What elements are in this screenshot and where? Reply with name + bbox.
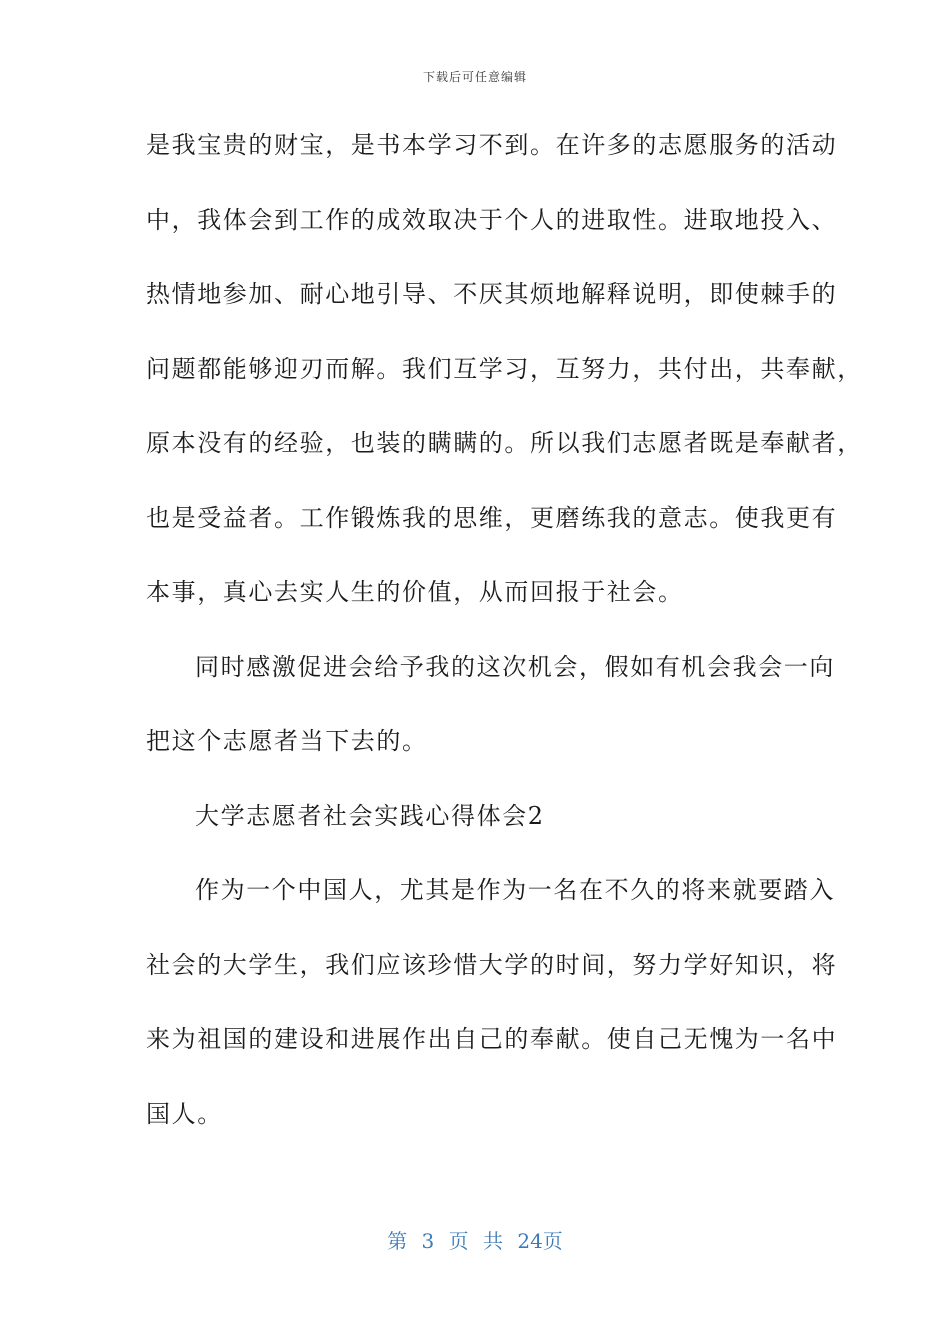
paragraph-line: 原本没有的经验，也装的瞒瞒的。所以我们志愿者既是奉献者， bbox=[146, 429, 863, 457]
paragraph-line: 来为祖国的建设和进展作出自己的奉献。使自己无愧为一名中 bbox=[146, 1025, 838, 1053]
paragraph-line: 热情地参加、耐心地引导、不厌其烦地解释说明，即使棘手的 bbox=[146, 280, 838, 308]
paragraph-line: 社会的大学生，我们应该珍惜大学的时间，努力学好知识，将 bbox=[146, 950, 838, 979]
paragraph-line: 把这个志愿者当下去的。 bbox=[146, 727, 428, 755]
paragraph-line: 是我宝贵的财宝，是书本学习不到。在许多的志愿服务的活动 bbox=[146, 131, 838, 159]
paragraph-line: 国人。 bbox=[146, 1099, 223, 1128]
paragraph-line: 问题都能够迎刃而解。我们互学习，互努力，共付出，共奉献， bbox=[146, 354, 863, 383]
paragraph-line: 本事，真心去实人生的价值，从而回报于社会。 bbox=[146, 578, 684, 606]
paragraph-line: 同时感激促进会给予我的这次机会，假如有机会我会一向 bbox=[195, 652, 835, 681]
section-heading: 大学志愿者社会实践心得体会2 bbox=[195, 801, 545, 830]
header-note: 下载后可任意编辑 bbox=[422, 70, 527, 84]
paragraph-line: 中，我体会到工作的成效取决于个人的进取性。进取地投入、 bbox=[146, 205, 838, 234]
paragraph-line: 作为一个中国人，尤其是作为一名在不久的将来就要踏入 bbox=[195, 876, 835, 904]
document-body bbox=[146, 126, 863, 1169]
page-number-footer: 第 3 页 共 24页 bbox=[387, 1229, 563, 1253]
paragraph-line: 也是受益者。工作锻炼我的思维，更磨练我的意志。使我更有 bbox=[146, 503, 838, 532]
